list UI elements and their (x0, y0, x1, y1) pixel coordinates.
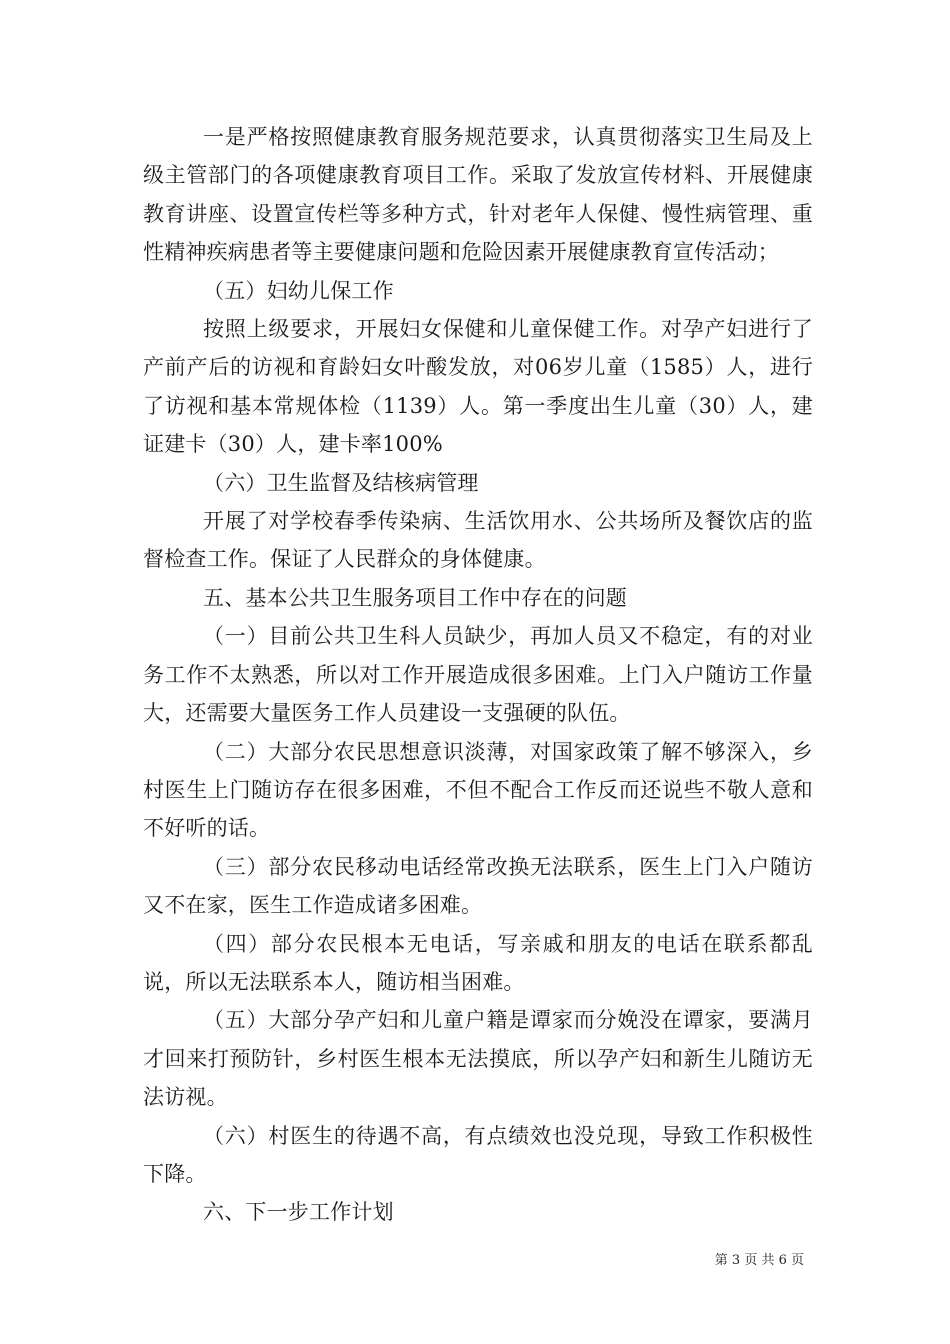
section-heading-supervision-tb: （六）卫生监督及结核病管理 (203, 470, 479, 495)
problem-item-4: （四）部分农民根本无电话，写亲戚和朋友的电话在联系都乱说，所以无法联系本人，随访相当困难。 (143, 931, 813, 994)
problem-item-3: （三）部分农民移动电话经常改换无法联系，医生上门入户随访又不在家，医生工作造成诸多困难。 (143, 854, 813, 918)
paragraph-supervision-tb: 开展了对学校春季传染病、生活饮用水、公共场所及餐饮店的监督检查工作。保证了人民群众的身体健康。 (143, 509, 813, 572)
section-heading-next-plan: 六、下一步工作计划 (203, 1200, 394, 1225)
problem-item-6: （六）村医生的待遇不高，有点绩效也没兑现，导致工作积极性下降。 (143, 1123, 813, 1186)
paragraph-health-education: 一是严格按照健康教育服务规范要求，认真贯彻落实卫生局及上级主管部门的各项健康教育项目工作。采取了发放宣传材料、开展健康教育讲座、设置宣传栏等多种方式，针对老年人保健、慢性病管理、重性精神疾病患者等主要健康问题和危险因素开展健康教育宣传活动； (143, 125, 813, 265)
paragraph-maternal-child: 按照上级要求，开展妇女保健和儿童保健工作。对孕产妇进行了产前产后的访视和育龄妇女叶酸发放，对06岁儿童（1585）人，进行了访视和基本常规体检（1139）人。第一季度出生儿童（30）人，建证建卡（30）人，建卡率100% (143, 317, 813, 457)
section-heading-maternal-child: （五）妇幼儿保工作 (203, 278, 394, 303)
document-body (143, 118, 813, 1232)
section-heading-problems: 五、基本公共卫生服务项目工作中存在的问题 (203, 585, 627, 610)
problem-item-1: （一）目前公共卫生科人员缺少，再加人员又不稳定，有的对业务工作不太熟悉，所以对工作开展造成很多困难。上门入户随访工作量大，还需要大量医务工作人员建设一支强硬的队伍。 (143, 624, 813, 726)
problem-item-5: （五）大部分孕产妇和儿童户籍是谭家而分娩没在谭家，要满月才回来打预防针，乡村医生根本无法摸底，所以孕产妇和新生儿随访无法访视。 (143, 1008, 813, 1110)
problem-item-2: （二）大部分农民思想意识淡薄，对国家政策了解不够深入，乡村医生上门随访存在很多困难，不但不配合工作反而还说些不敬人意和不好听的话。 (143, 739, 813, 841)
page-number-footer: 第 3 页 共 6 页 (714, 1253, 804, 1268)
